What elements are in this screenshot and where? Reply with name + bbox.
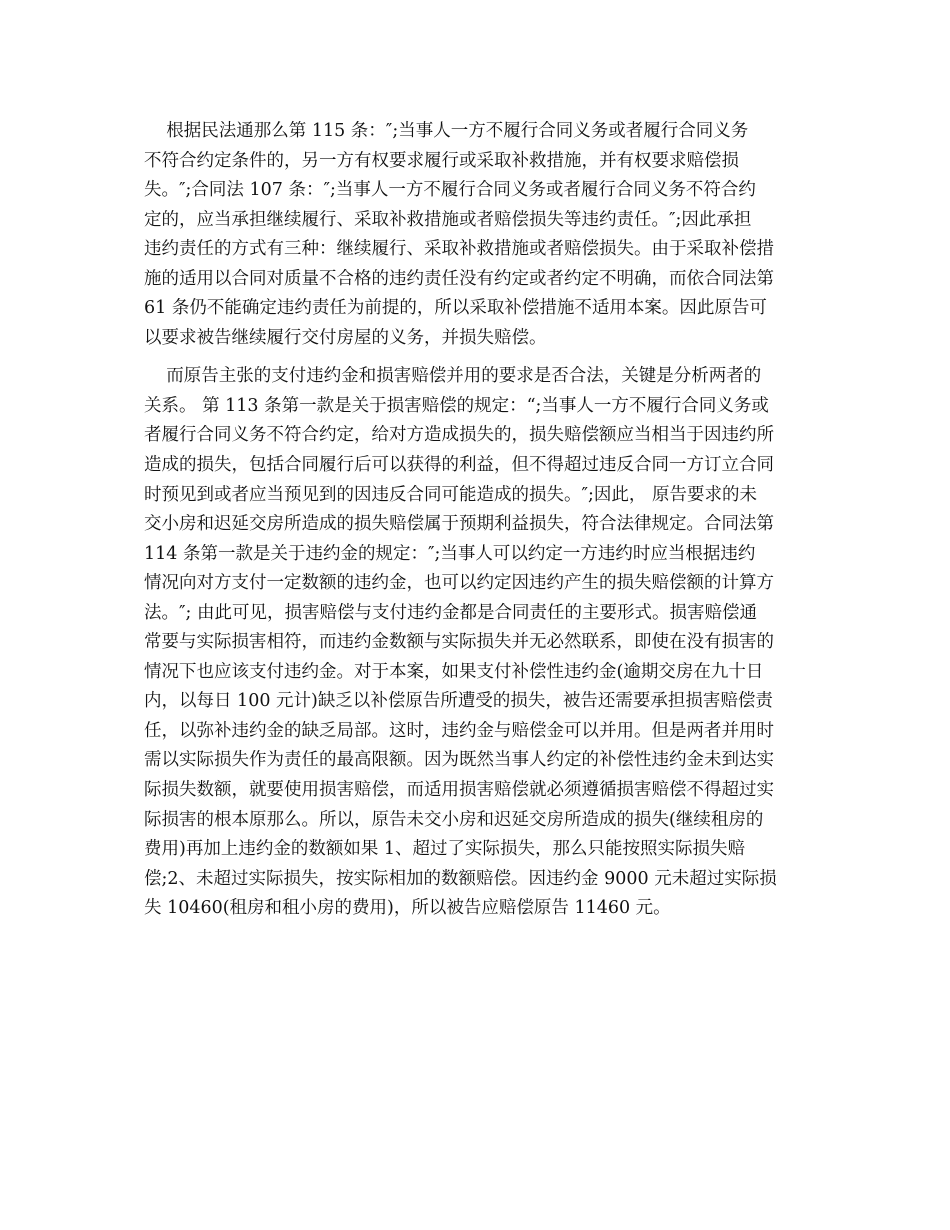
text-line: 以要求被告继续履行交付房屋的义务，并损失赔偿。 bbox=[144, 327, 547, 348]
text-line: 情况下也应该支付违约金。对于本案，如果支付补偿性违约金(逾期交房在九十日 bbox=[144, 661, 764, 682]
text-line: 需以实际损失作为责任的最高限额。因为既然当事人约定的补偿性违约金未到达实 bbox=[144, 750, 774, 771]
paragraph-1 bbox=[144, 117, 814, 353]
text-line: 者履行合同义务不符合约定，给对方造成损失的，损失赔偿额应当相当于因违约所 bbox=[144, 425, 774, 446]
text-line: 定的，应当承担继续履行、采取补救措施或者赔偿损失等违约责任。″;因此承担 bbox=[144, 209, 752, 230]
text-line: 偿;2、未超过实际损失，按实际相加的数额赔偿。因违约金 9000 元未超过实际损 bbox=[144, 868, 777, 889]
text-line: 不符合约定条件的，另一方有权要求履行或采取补救措施，并有权要求赔偿损 bbox=[144, 150, 739, 171]
text-line: 失。″;合同法 107 条：″;当事人一方不履行合同义务或者履行合同义务不符合约 bbox=[144, 180, 756, 201]
text-line: 法。″; 由此可见，损害赔偿与支付违约金都是合同责任的主要形式。损害赔偿通 bbox=[144, 602, 757, 623]
text-line: 失 10460(租房和租小房的费用)，所以被告应赔偿原告 11460 元。 bbox=[144, 898, 671, 919]
text-line: 而原告主张的支付违约金和损害赔偿并用的要求是否合法，关键是分析两者的 bbox=[144, 366, 762, 387]
text-line: 内，以每日 100 元计)缺乏以补偿原告所遭受的损失，被告还需要承担损害赔偿责 bbox=[144, 691, 773, 712]
text-line: 任，以弥补违约金的缺乏局部。这时，违约金与赔偿金可以并用。但是两者并用时 bbox=[144, 720, 774, 741]
text-line: 际损害的根本原那么。所以，原告未交小房和迟延交房所造成的损失(继续租房的 bbox=[144, 809, 764, 830]
text-line: 114 条第一款是关于违约金的规定：″;当事人可以约定一方违约时应当根据违约 bbox=[144, 543, 756, 564]
paragraph-spacer bbox=[144, 353, 814, 362]
text-line: 造成的损失，包括合同履行后可以获得的利益，但不得超过违反合同一方订立合同 bbox=[144, 455, 774, 476]
text-line: 情况向对方支付一定数额的违约金，也可以约定因违约产生的损失赔偿额的计算方 bbox=[144, 573, 774, 594]
document-body bbox=[144, 117, 814, 924]
paragraph-2 bbox=[144, 362, 814, 923]
text-line: 时预见到或者应当预见到的因违反合同可能造成的损失。″;因此， 原告要求的未 bbox=[144, 484, 757, 505]
text-line: 交小房和迟延交房所造成的损失赔偿属于预期利益损失，符合法律规定。合同法第 bbox=[144, 514, 774, 535]
text-line: 关系。 第 113 条第一款是关于损害赔偿的规定：“;当事人一方不履行合同义务或 bbox=[144, 395, 769, 416]
text-line: 费用)再加上违约金的数额如果 1、超过了实际损失，那么只能按照实际损失赔 bbox=[144, 839, 746, 860]
text-line: 施的适用以合同对质量不合格的违约责任没有约定或者约定不明确，而依合同法第 bbox=[144, 268, 774, 289]
text-line: 根据民法通那么第 115 条：″;当事人一方不履行合同义务或者履行合同义务 bbox=[144, 121, 749, 141]
text-line: 常要与实际损害相符，而违约金数额与实际损失并无必然联系，即使在没有损害的 bbox=[144, 632, 774, 653]
text-line: 违约责任的方式有三种：继续履行、采取补救措施或者赔偿损失。由于采取补偿措 bbox=[144, 239, 774, 260]
text-line: 际损失数额，就要使用损害赔偿，而适用损害赔偿就必须遵循损害赔偿不得超过实 bbox=[144, 780, 774, 801]
text-line: 61 条仍不能确定违约责任为前提的，所以采取补偿措施不适用本案。因此原告可 bbox=[144, 298, 767, 319]
